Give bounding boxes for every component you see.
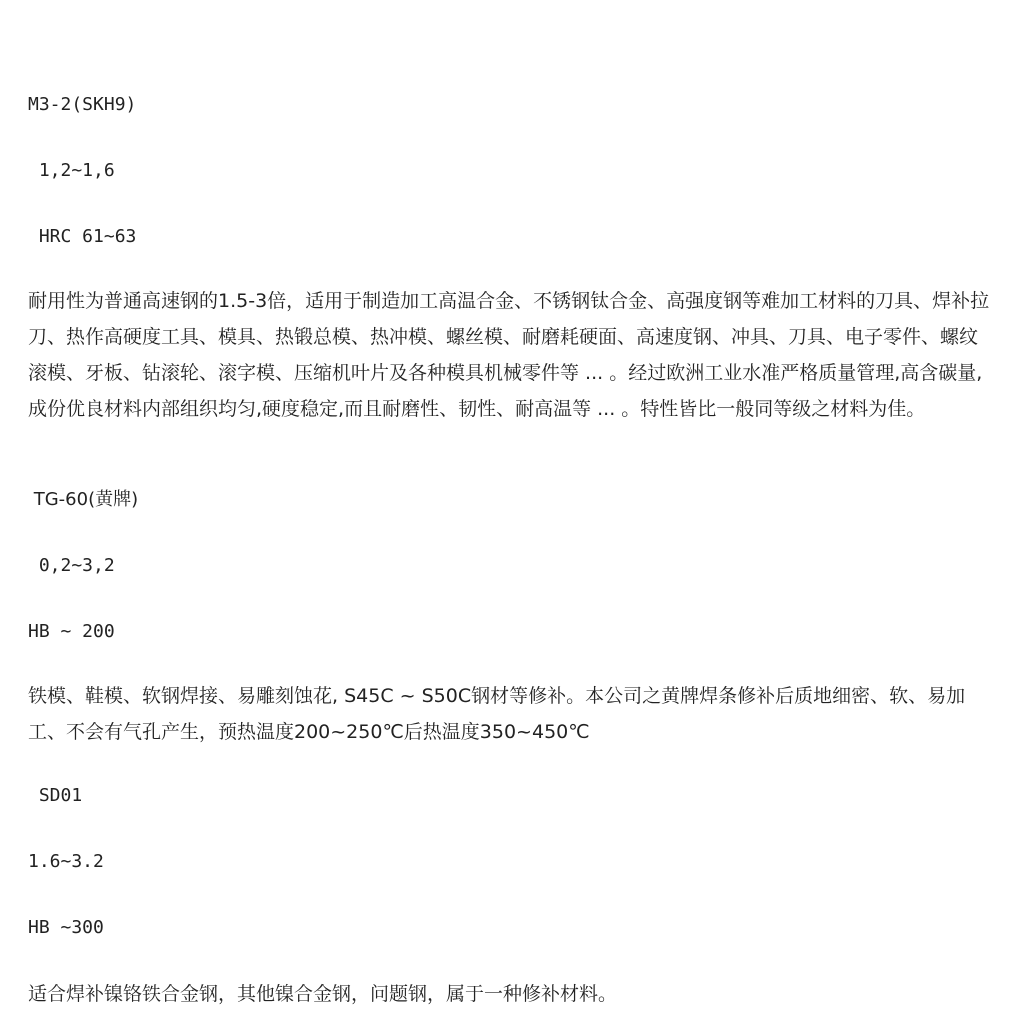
entry-1-hardness: HRC 61~63 bbox=[28, 226, 137, 247]
entry-2-diameter: 0,2~3,2 bbox=[28, 555, 115, 576]
entry-1-model: M3-2(SKH9) bbox=[28, 94, 137, 115]
entry-1-diameter: 1,2~1,6 bbox=[28, 160, 115, 181]
entry-1-description: 耐用性为普通高速钢的1.5-3倍，适用于制造加工高温合金、不锈钢钛合金、高强度钢等难加工材料的刀具、焊补拉刀、热作高硬度工具、模具、热锻总模、热冲模、螺丝模、耐磨耗硬面、高速度钢、冲具、刀具、电子零件、螺纹滚模、牙板、钻滚轮、滚字模、压缩机叶片及各种模具机械零件等 ... 。经过欧洲工业水准严格质量管理,高含碳量,成份优良材料内部组织均匀,硬度稳定,而且耐磨性、韧性、耐高温等 ... 。特性皆比一般同等级之材料为佳。 bbox=[28, 290, 990, 420]
entry-2-description: 铁模、鞋模、软钢焊接、易雕刻蚀花, S45C ~ S50C钢材等修补。本公司之黄牌焊条修补后质地细密、软、易加工、不会有气孔产生，预热温度200~250℃后热温度350~450℃ bbox=[28, 685, 966, 743]
entry-3-hardness: HB ~300 bbox=[28, 917, 104, 938]
entry-3-model: SD01 bbox=[28, 785, 83, 806]
entry-3-diameter: 1.6~3.2 bbox=[28, 851, 104, 872]
entry-3-description: 适合焊补镍铬铁合金钢，其他镍合金钢，问题钢，属于一种修补材料。 bbox=[28, 983, 618, 1005]
entry-2-model: TG-60(黄牌) bbox=[28, 489, 139, 510]
document-body bbox=[28, 0, 998, 1024]
entry-2-hardness: HB ~ 200 bbox=[28, 621, 115, 642]
